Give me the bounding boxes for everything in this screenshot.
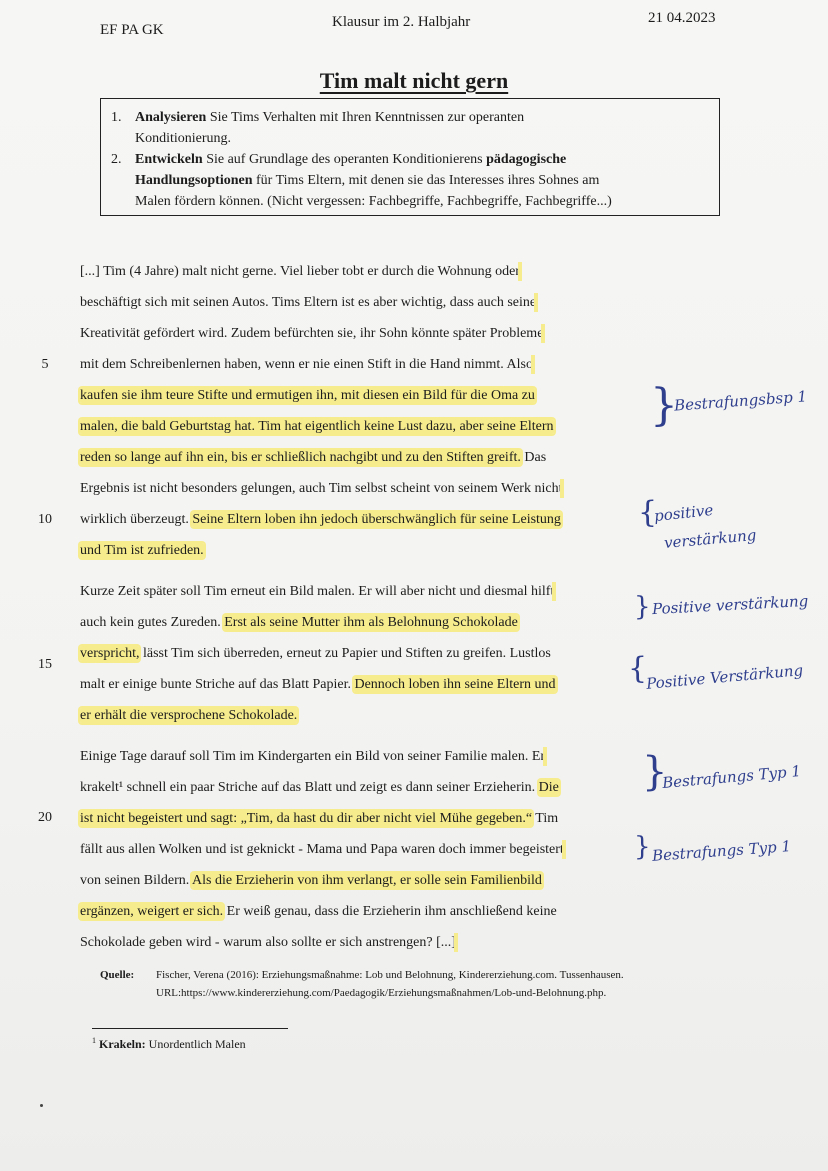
task-verb: Analysieren: [135, 110, 207, 125]
passage-line: Einige Tage darauf soll Tim im Kindergarten ein Bild von seiner Familie malen. Er: [80, 749, 546, 764]
passage-line: kaufen sie ihm teure Stifte und ermutigen ihn, mit diesen ein Bild für die Oma zu: [80, 388, 535, 403]
passage-line: er erhält die versprochene Schokolade.: [80, 708, 298, 723]
footnote-divider: [92, 1028, 288, 1029]
task-number: 1.: [111, 110, 122, 125]
passage-line: von seinen Bildern. Als die Erzieherin von ihm verlangt, er solle sein Familienbild: [80, 873, 542, 888]
passage-line: krakelt¹ schnell ein paar Striche auf das Blatt und zeigt es dann seiner Erzieherin. Die: [80, 780, 559, 795]
passage-line: beschäftigt sich mit seinen Autos. Tims Eltern ist es aber wichtig, dass auch seine: [80, 295, 537, 310]
source-text: Fischer, Verena (2016): Erziehungsmaßnahme: Lob und Belohnung, Kindererziehung.com. Tussenhausen. URL:https://www.kindererziehung.com/Paedagogik/Erziehungsmaßnahmen/Lob-und-Belohnung.php.: [156, 969, 624, 999]
margin-annotation: Bestrafungsbsp 1: [673, 387, 808, 415]
passage-line: Kreativität gefördert wird. Zudem befürchten sie, ihr Sohn könnte später Probleme: [80, 326, 544, 341]
line-number: 10: [38, 512, 52, 527]
margin-annotation: Positive verstärkung: [651, 591, 809, 619]
course-label: EF PA GK: [100, 22, 164, 38]
task-verb: Entwickeln: [135, 152, 203, 167]
paper-speck: [40, 1104, 43, 1107]
passage-line: malen, die bald Geburtstag hat. Tim hat eigentlich keine Lust dazu, aber seine Eltern: [80, 419, 554, 434]
passage-line: fällt aus allen Wolken und ist geknickt - Mama und Papa waren doch immer begeistert: [80, 842, 564, 857]
passage-line: verspricht, lässt Tim sich überreden, erneut zu Papier und Stiften zu greifen. Lustlos: [80, 646, 551, 661]
margin-annotation: Positive Verstärkung: [645, 661, 804, 693]
brace-mark: }: [634, 592, 651, 622]
task-box: [100, 98, 720, 216]
footnote: $^1$ Krakeln: Unordentlich Malen: [92, 1036, 246, 1051]
passage-line: wirklich überzeugt. Seine Eltern loben ihn jedoch überschwänglich für seine Leistung: [80, 512, 561, 527]
brace-mark: }: [634, 832, 651, 862]
task-text: Analysieren Sie Tims Verhalten mit Ihren Kenntnissen zur operanten Konditionierung.: [135, 110, 525, 146]
passage-line: Schokolade geben wird - warum also sollte er sich anstrengen? [...]: [80, 935, 456, 950]
source-url: URL:https://www.kindererziehung.com/Paedagogik/Erziehungsmaßnahmen/Lob-und-Belohnung.php.: [156, 987, 607, 999]
line-number: 5: [41, 357, 49, 372]
passage-line: malt er einige bunte Striche auf das Blatt Papier. Dennoch loben ihn seine Eltern und: [80, 677, 556, 692]
brace-mark: }: [650, 380, 678, 431]
task-number: 2.: [111, 152, 122, 167]
date-label: 21 04.2023: [648, 10, 716, 26]
passage-line: auch kein gutes Zureden. Erst als seine Mutter ihm als Belohnung Schokolade: [80, 615, 518, 630]
source-label: Quelle:: [100, 969, 135, 981]
source-citation: [100, 966, 624, 1002]
passage-line: und Tim ist zufrieden.: [80, 543, 204, 558]
exam-label: Klausur im 2. Halbjahr: [332, 14, 471, 30]
passage-line: reden so lange auf ihn ein, bis er schließlich nachgibt und zu den Stiften greift. Das: [80, 450, 547, 465]
margin-annotation: Bestrafungs Typ 1: [651, 837, 792, 865]
passage-line: [...] Tim (4 Jahre) malt nicht gerne. Viel lieber tobt er durch die Wohnung oder: [80, 264, 520, 279]
line-number: 20: [38, 810, 52, 825]
page-title: Tim malt nicht gern: [319, 68, 509, 93]
brace-mark: {: [628, 651, 648, 686]
brace-mark: }: [642, 749, 668, 795]
brace-mark: {: [638, 495, 658, 530]
margin-annotation: verstärkung: [663, 526, 757, 552]
margin-annotation: positive: [653, 500, 715, 526]
passage-line: ist nicht begeistert und sagt: „Tim, da hast du dir aber nicht viel Mühe gegeben.“ Tim: [80, 811, 559, 826]
passage-line: ergänzen, weigert er sich. Er weiß genau, dass die Erzieherin ihm anschließend keine: [80, 904, 557, 919]
task-item: [111, 149, 709, 212]
task-item: [111, 107, 709, 149]
task-text: Entwickeln Sie auf Grundlage des operanten Konditionierens pädagogische Handlungsoptionen für Tims Eltern, mit denen sie das Interesses ihres Sohnes am Malen fördern können. (Nicht vergessen: Fachbegriffe, Fachbegriffe, Fachbegriffe...): [135, 152, 612, 209]
passage-line: Kurze Zeit später soll Tim erneut ein Bild malen. Er will aber nicht und diesmal hilft: [80, 584, 555, 599]
passage-line: Ergebnis ist nicht besonders gelungen, auch Tim selbst scheint von seinem Werk nicht: [80, 481, 563, 496]
passage-line: mit dem Schreibenlernen haben, wenn er nie einen Stift in die Hand nimmt. Also: [80, 357, 533, 372]
margin-annotation: Bestrafungs Typ 1: [661, 761, 802, 793]
line-number: 15: [38, 657, 52, 672]
